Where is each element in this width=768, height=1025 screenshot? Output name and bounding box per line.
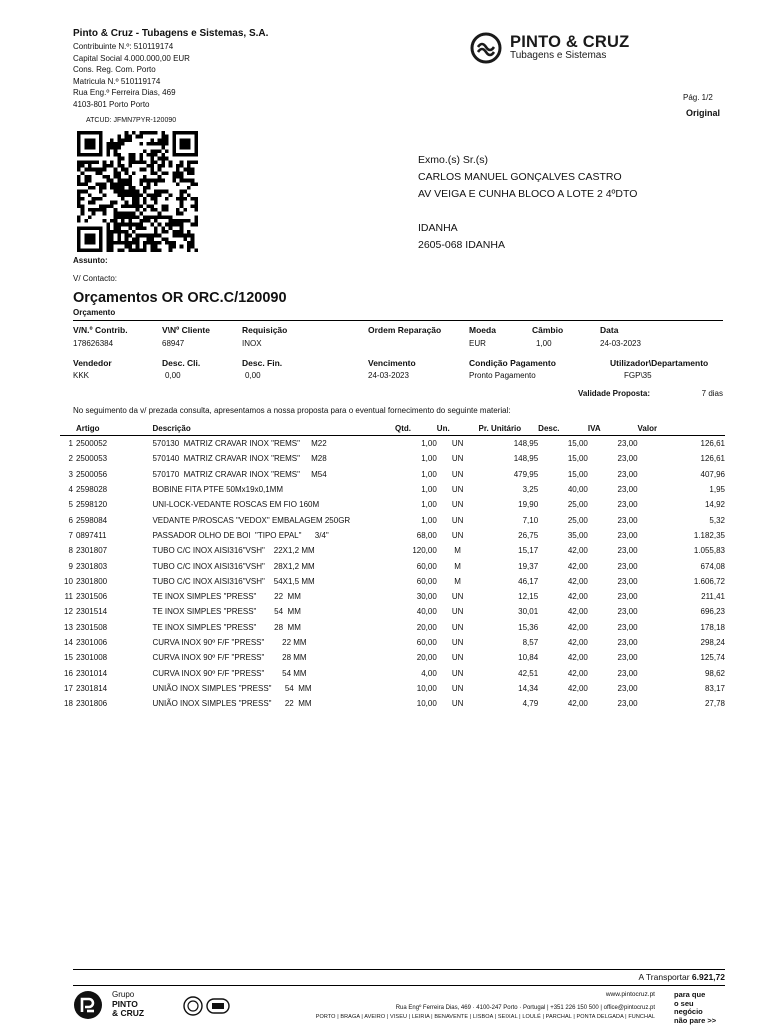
value-data: 24-03-2023 [600, 339, 641, 348]
item-iva: 23,00 [588, 497, 638, 512]
item-descricao: TE INOX SIMPLES "PRESS" 54 MM [152, 604, 395, 619]
item-un: UN [437, 512, 479, 527]
item-desc: 42,00 [538, 574, 588, 589]
item-artigo: 2598028 [76, 482, 153, 497]
item-number: 2 [60, 451, 76, 466]
item-artigo: 2500056 [76, 467, 153, 482]
table-row [60, 620, 725, 635]
recipient-name: CARLOS MANUEL GONÇALVES CASTRO [418, 169, 637, 186]
item-descricao: PASSADOR OLHO DE BOI "TIPO EPAL" 3/4" [152, 528, 395, 543]
item-artigo: 2301008 [76, 650, 153, 665]
footer-slogan [674, 991, 716, 1025]
item-desc: 42,00 [538, 620, 588, 635]
company-info [73, 27, 268, 110]
item-number: 1 [60, 436, 76, 452]
item-descricao: TUBO C/C INOX AISI316"VSH" 22X1,2 MM [152, 543, 395, 558]
item-iva: 23,00 [588, 436, 638, 452]
item-descricao: UNI-LOCK-VEDANTE ROSCAS EM FIO 160M [152, 497, 395, 512]
item-artigo: 2301006 [76, 635, 153, 650]
table-row [60, 589, 725, 604]
company-registo: Cons. Reg. Com. Porto [73, 64, 268, 76]
item-un: UN [437, 436, 479, 452]
item-pr-unitario: 42,51 [478, 665, 538, 680]
item-pr-unitario: 479,95 [478, 467, 538, 482]
footer-line [73, 985, 725, 986]
item-qtd: 40,00 [395, 604, 437, 619]
company-matricula: Matricula N.º 510119174 [73, 76, 268, 88]
table-row [60, 604, 725, 619]
value-moeda: EUR [469, 339, 486, 348]
item-desc: 42,00 [538, 635, 588, 650]
item-descricao: TUBO C/C INOX AISI316"VSH" 54X1,5 MM [152, 574, 395, 589]
table-header-row [60, 422, 725, 436]
value-desc-fin: 0,00 [245, 371, 261, 380]
item-pr-unitario: 19,37 [478, 558, 538, 573]
table-row [60, 665, 725, 680]
item-desc: 42,00 [538, 604, 588, 619]
table-row [60, 512, 725, 527]
label-vendedor: Vendedor [73, 358, 112, 368]
label-desc-cli: Desc. Cli. [162, 358, 200, 368]
item-valor: 83,17 [638, 681, 725, 696]
item-qtd: 1,00 [395, 451, 437, 466]
item-un: UN [437, 696, 479, 711]
value-cliente: 68947 [162, 339, 184, 348]
item-descricao: CURVA INOX 90º F/F "PRESS" 22 MM [152, 635, 395, 650]
label-requisicao: Requisição [242, 325, 287, 335]
table-row [60, 543, 725, 558]
item-un: M [437, 543, 479, 558]
contacto-label: V/ Contacto: [73, 274, 117, 283]
item-descricao: 570140 MATRIZ CRAVAR INOX "REMS" M28 [152, 451, 395, 466]
item-artigo: 2301506 [76, 589, 153, 604]
label-data: Data [600, 325, 618, 335]
company-contribuinte: Contribuinte N.º: 510119174 [73, 41, 268, 53]
item-desc: 25,00 [538, 512, 588, 527]
item-pr-unitario: 30,01 [478, 604, 538, 619]
item-un: UN [437, 681, 479, 696]
value-vendedor: KKK [73, 371, 89, 380]
item-iva: 23,00 [588, 574, 638, 589]
item-pr-unitario: 15,36 [478, 620, 538, 635]
item-qtd: 10,00 [395, 681, 437, 696]
item-number: 6 [60, 512, 76, 527]
certification-badges [182, 996, 232, 1016]
item-artigo: 2598120 [76, 497, 153, 512]
label-ordem: Ordem Reparação [368, 325, 441, 335]
item-number: 12 [60, 604, 76, 619]
label-moeda: Moeda [469, 325, 496, 335]
col-artigo: Artigo [76, 422, 153, 436]
item-pr-unitario: 4,79 [478, 696, 538, 711]
item-desc: 15,00 [538, 436, 588, 452]
item-pr-unitario: 14,34 [478, 681, 538, 696]
item-iva: 23,00 [588, 620, 638, 635]
item-un: UN [437, 467, 479, 482]
item-un: UN [437, 497, 479, 512]
validade-label: Validade Proposta: [578, 389, 650, 398]
grupo-name-1: PINTO [112, 1000, 138, 1009]
item-pr-unitario: 19,90 [478, 497, 538, 512]
item-number: 17 [60, 681, 76, 696]
item-artigo: 2301800 [76, 574, 153, 589]
item-number: 14 [60, 635, 76, 650]
item-un: M [437, 558, 479, 573]
item-iva: 23,00 [588, 696, 638, 711]
item-desc: 42,00 [538, 665, 588, 680]
recipient-city: IDANHA [418, 220, 637, 237]
item-number: 7 [60, 528, 76, 543]
col-valor: Valor [638, 422, 725, 436]
table-row [60, 528, 725, 543]
label-vencimento: Vencimento [368, 358, 416, 368]
item-un: UN [437, 635, 479, 650]
label-contrib: V/N.º Contrib. [73, 325, 128, 335]
item-pr-unitario: 12,15 [478, 589, 538, 604]
table-row [60, 467, 725, 482]
item-iva: 23,00 [588, 467, 638, 482]
recipient-postal: 2605-068 IDANHA [418, 237, 637, 254]
award-badge-icon [206, 996, 230, 1016]
item-valor: 126,61 [638, 436, 725, 452]
logo-brand-text: PINTO & CRUZ [510, 33, 629, 52]
item-iva: 23,00 [588, 482, 638, 497]
item-qtd: 60,00 [395, 635, 437, 650]
item-un: UN [437, 665, 479, 680]
document-title: Orçamentos OR ORC.C/120090 [73, 290, 287, 306]
item-un: UN [437, 451, 479, 466]
item-qtd: 120,00 [395, 543, 437, 558]
item-valor: 126,61 [638, 451, 725, 466]
item-iva: 23,00 [588, 451, 638, 466]
item-descricao: CURVA INOX 90º F/F "PRESS" 54 MM [152, 665, 395, 680]
item-artigo: 2301508 [76, 620, 153, 635]
item-number: 3 [60, 467, 76, 482]
divider [73, 320, 723, 321]
item-artigo: 2301814 [76, 681, 153, 696]
item-qtd: 10,00 [395, 696, 437, 711]
qr-code-icon [77, 131, 198, 252]
value-vencimento: 24-03-2023 [368, 371, 409, 380]
table-row [60, 436, 725, 452]
item-artigo: 2598084 [76, 512, 153, 527]
atcud-code: ATCUD: JFMN7PYR-120090 [86, 117, 176, 124]
footer-branches: PORTO | BRAGA | AVEIRO | VISEU | LEIRIA | BENAVENTE | LISBOA | SEIXAL | LOULÉ | PARCHAL | PONTA DELGADA | FUNCHAL [258, 1014, 655, 1020]
item-valor: 696,23 [638, 604, 725, 619]
item-descricao: BOBINE FITA PTFE 50Mx19x0,1MM [152, 482, 395, 497]
intro-text: No seguimento da v/ prezada consulta, apresentamos a nossa proposta para o eventual fornecimento do seguinte material: [73, 406, 511, 415]
item-pr-unitario: 10,84 [478, 650, 538, 665]
item-number: 11 [60, 589, 76, 604]
item-iva: 23,00 [588, 681, 638, 696]
col-qtd: Qtd. [395, 422, 437, 436]
item-valor: 125,74 [638, 650, 725, 665]
item-iva: 23,00 [588, 665, 638, 680]
page-number: Pág. 1/2 [683, 93, 713, 102]
a-transportar [560, 972, 725, 982]
company-street: Rua Eng.º Ferreira Dias, 469 [73, 87, 268, 99]
table-row [60, 650, 725, 665]
table-row [60, 558, 725, 573]
grupo-logo-icon [73, 990, 103, 1020]
item-artigo: 0897411 [76, 528, 153, 543]
item-artigo: 2500053 [76, 451, 153, 466]
col-pr-unitario: Pr. Unitário [478, 422, 538, 436]
item-valor: 14,92 [638, 497, 725, 512]
item-iva: 23,00 [588, 528, 638, 543]
item-artigo: 2301803 [76, 558, 153, 573]
item-descricao: TE INOX SIMPLES "PRESS" 28 MM [152, 620, 395, 635]
brand-logo [470, 32, 670, 64]
item-qtd: 1,00 [395, 467, 437, 482]
slogan-line-1: para que [674, 991, 716, 1000]
item-desc: 35,00 [538, 528, 588, 543]
item-valor: 98,62 [638, 665, 725, 680]
grupo-name-2: & CRUZ [112, 1009, 144, 1018]
item-qtd: 60,00 [395, 574, 437, 589]
col-un: Un. [437, 422, 479, 436]
item-pr-unitario: 8,57 [478, 635, 538, 650]
table-row [60, 451, 725, 466]
item-number: 16 [60, 665, 76, 680]
pinto-cruz-logo-icon [470, 32, 502, 64]
item-valor: 27,78 [638, 696, 725, 711]
grupo-label: Grupo [112, 991, 134, 999]
items-table [60, 422, 725, 711]
item-qtd: 1,00 [395, 436, 437, 452]
item-desc: 40,00 [538, 482, 588, 497]
slogan-line-2: o seu [674, 1000, 716, 1009]
value-utilizador: FGP\35 [624, 371, 652, 380]
label-condicao: Condição Pagamento [469, 358, 556, 368]
item-artigo: 2301014 [76, 665, 153, 680]
label-utilizador: Utilizador\Departamento [610, 358, 708, 368]
table-row [60, 497, 725, 512]
item-artigo: 2500052 [76, 436, 153, 452]
item-artigo: 2301807 [76, 543, 153, 558]
item-qtd: 20,00 [395, 620, 437, 635]
item-valor: 178,18 [638, 620, 725, 635]
item-descricao: 570130 MATRIZ CRAVAR INOX "REMS" M22 [152, 436, 395, 452]
table-row [60, 574, 725, 589]
item-descricao: CURVA INOX 90º F/F "PRESS" 28 MM [152, 650, 395, 665]
transportar-label: A Transportar [639, 972, 690, 982]
col-descricao: Descrição [152, 422, 395, 436]
item-qtd: 1,00 [395, 482, 437, 497]
company-postal: 4103-801 Porto Porto [73, 99, 268, 111]
item-number: 10 [60, 574, 76, 589]
item-descricao: TE INOX SIMPLES "PRESS" 22 MM [152, 589, 395, 604]
document-subtitle: Orçamento [73, 308, 115, 317]
item-valor: 211,41 [638, 589, 725, 604]
value-cambio: 1,00 [536, 339, 552, 348]
assunto-label: Assunto: [73, 256, 108, 265]
item-descricao: 570170 MATRIZ CRAVAR INOX "REMS" M54 [152, 467, 395, 482]
item-descricao: UNIÃO INOX SIMPLES "PRESS" 22 MM [152, 696, 395, 711]
item-un: UN [437, 589, 479, 604]
item-valor: 1.606,72 [638, 574, 725, 589]
item-desc: 42,00 [538, 696, 588, 711]
recipient-address [418, 152, 637, 254]
item-un: M [437, 574, 479, 589]
item-iva: 23,00 [588, 650, 638, 665]
item-qtd: 4,00 [395, 665, 437, 680]
company-name: Pinto & Cruz - Tubagens e Sistemas, S.A. [73, 27, 268, 41]
item-desc: 15,00 [538, 451, 588, 466]
item-valor: 1.055,83 [638, 543, 725, 558]
label-desc-fin: Desc. Fin. [242, 358, 282, 368]
table-row [60, 635, 725, 650]
item-un: UN [437, 604, 479, 619]
item-un: UN [437, 620, 479, 635]
item-qtd: 20,00 [395, 650, 437, 665]
table-row [60, 482, 725, 497]
item-iva: 23,00 [588, 543, 638, 558]
item-number: 8 [60, 543, 76, 558]
item-desc: 42,00 [538, 589, 588, 604]
item-iva: 23,00 [588, 635, 638, 650]
col-desc: Desc. [538, 422, 588, 436]
item-pr-unitario: 3,25 [478, 482, 538, 497]
footer-rule [73, 969, 725, 970]
slogan-line-4: não pare >> [674, 1017, 716, 1025]
recipient-greeting: Exmo.(s) Sr.(s) [418, 152, 637, 169]
value-requisicao: INOX [242, 339, 262, 348]
item-descricao: TUBO C/C INOX AISI316"VSH" 28X1,2 MM [152, 558, 395, 573]
item-desc: 42,00 [538, 543, 588, 558]
value-desc-cli: 0,00 [165, 371, 181, 380]
grupo-logo [73, 990, 173, 1020]
col-iva: IVA [588, 422, 638, 436]
item-pr-unitario: 148,95 [478, 436, 538, 452]
item-number: 18 [60, 696, 76, 711]
item-desc: 42,00 [538, 681, 588, 696]
item-artigo: 2301806 [76, 696, 153, 711]
item-number: 9 [60, 558, 76, 573]
item-un: UN [437, 482, 479, 497]
item-un: UN [437, 650, 479, 665]
item-iva: 23,00 [588, 589, 638, 604]
item-number: 13 [60, 620, 76, 635]
item-desc: 42,00 [538, 650, 588, 665]
recipient-street: AV VEIGA E CUNHA BLOCO A LOTE 2 4ºDTO [418, 186, 637, 203]
label-cliente: V\Nº Cliente [162, 325, 210, 335]
label-cambio: Câmbio [532, 325, 563, 335]
item-number: 4 [60, 482, 76, 497]
footer-website: www.pintocruz.pt [560, 991, 655, 998]
item-valor: 5,32 [638, 512, 725, 527]
item-valor: 1,95 [638, 482, 725, 497]
item-desc: 42,00 [538, 558, 588, 573]
table-row [60, 696, 725, 711]
company-capital: Capital Social 4.000.000,00 EUR [73, 53, 268, 65]
item-iva: 23,00 [588, 512, 638, 527]
footer-contact: Rua Engº Ferreira Dias, 469 · 4100-247 Porto · Portugal | +351 226 150 500 | office@pintocruz.pt [300, 1005, 655, 1011]
item-qtd: 68,00 [395, 528, 437, 543]
item-number: 15 [60, 650, 76, 665]
item-valor: 1.182,35 [638, 528, 725, 543]
logo-subtitle: Tubagens e Sistemas [510, 50, 606, 61]
table-row [60, 681, 725, 696]
item-descricao: UNIÃO INOX SIMPLES "PRESS" 54 MM [152, 681, 395, 696]
value-condicao: Pronto Pagamento [469, 371, 536, 380]
item-qtd: 30,00 [395, 589, 437, 604]
item-desc: 15,00 [538, 467, 588, 482]
item-pr-unitario: 7,10 [478, 512, 538, 527]
item-pr-unitario: 26,75 [478, 528, 538, 543]
item-valor: 407,96 [638, 467, 725, 482]
item-iva: 23,00 [588, 558, 638, 573]
original-label: Original [686, 108, 720, 118]
item-qtd: 1,00 [395, 512, 437, 527]
item-un: UN [437, 528, 479, 543]
item-valor: 298,24 [638, 635, 725, 650]
item-desc: 25,00 [538, 497, 588, 512]
item-valor: 674,08 [638, 558, 725, 573]
item-pr-unitario: 15,17 [478, 543, 538, 558]
validade-value: 7 dias [680, 389, 723, 398]
item-descricao: VEDANTE P/ROSCAS "VEDOX" EMBALAGEM 250GR [152, 512, 395, 527]
item-qtd: 1,00 [395, 497, 437, 512]
item-pr-unitario: 148,95 [478, 451, 538, 466]
slogan-line-3: negócio [674, 1008, 716, 1017]
item-number: 5 [60, 497, 76, 512]
transportar-value: 6.921,72 [692, 972, 725, 982]
item-qtd: 60,00 [395, 558, 437, 573]
value-contrib: 178626384 [73, 339, 113, 348]
certification-badge-icon [182, 996, 204, 1016]
item-iva: 23,00 [588, 604, 638, 619]
item-artigo: 2301514 [76, 604, 153, 619]
item-pr-unitario: 46,17 [478, 574, 538, 589]
